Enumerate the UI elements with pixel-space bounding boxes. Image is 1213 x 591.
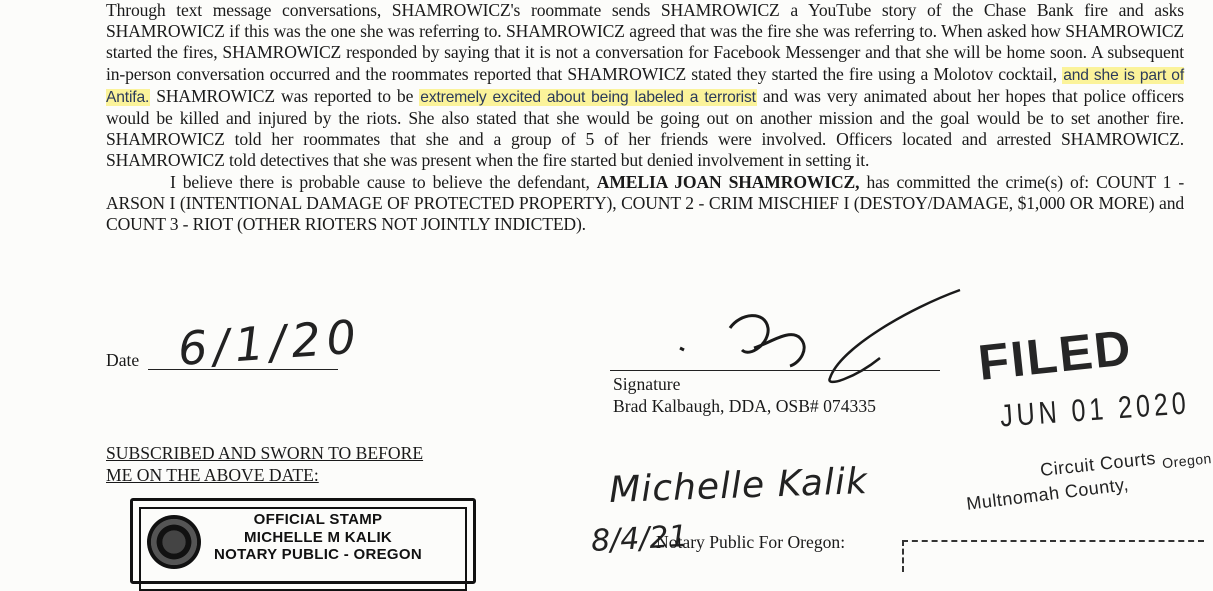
- probable-cause-text: [106, 0, 1184, 235]
- corner-stamp-outline: [902, 540, 1204, 572]
- highlighted-phrase-terrorist: extremely excited about being labeled a terrorist: [420, 88, 756, 106]
- paragraph-evidence: [106, 0, 1184, 172]
- notary-signature: Michelle Kalik: [608, 460, 869, 511]
- text-line: that police officers would be killed and injured by the riots. She also stated that she would be going out on another mission: [106, 85, 1184, 129]
- defendant-name: AMELIA JOAN SHAMROWICZ,: [596, 171, 860, 192]
- stamp-notary-name: MICHELLE M KALIK: [243, 529, 393, 546]
- text-line: I believe there is probable cause to believe the defendant,: [170, 171, 590, 192]
- prosecutor-signature: [670, 288, 970, 388]
- sworn-line-1: SUBSCRIBED AND SWORN TO BEFORE: [106, 443, 424, 463]
- signature-label: Signature: [613, 374, 681, 394]
- charge-line: crime(s) of: COUNT 1 - ARSON I (INTENTIONAL DAMAGE OF PROTECTED PROPERTY), COUNT 2 - CRIM: [106, 171, 1185, 213]
- official-notary-stamp: [130, 498, 476, 584]
- text-line: and the goal would be to set another fire. SHAMROWICZ told her roommates that she and a group of 5 of her friends were: [106, 108, 1185, 150]
- notary-date: 8/4/21: [590, 518, 689, 559]
- notary-label: Notary Public For Oregon:: [656, 532, 846, 552]
- text-line: has committed the: [866, 171, 999, 192]
- filed-stamp-court: [1039, 447, 1213, 481]
- text-line: was referring to. When asked how SHAMROWICZ started the fires, SHAMROWICZ responded by saying that it is not a: [106, 21, 1184, 63]
- text-line: Bank fire and asks SHAMROWICZ if this was the one she was referring to. SHAMROWICZ agreed that was the fire she: [106, 0, 1185, 42]
- court-state: Oregon: [1161, 450, 1213, 472]
- signer-name: Brad Kalbaugh, DDA, OSB# 074335: [613, 396, 876, 416]
- sworn-statement: [106, 442, 423, 486]
- highlighted-phrase-antifa: and she is part of Antifa.: [106, 66, 1185, 106]
- text-line: conversation for Facebook Messenger and that she will be home soon. A subsequent in-person conversation occurred and the: [106, 42, 1185, 84]
- text-line: roommates reported that SHAMROWICZ stated they started the fire using a Molotov cocktail,: [391, 63, 1057, 84]
- paragraph-charges: [106, 172, 1184, 236]
- filed-stamp-word: FILED: [975, 319, 1135, 391]
- stamp-title: OFFICIAL STAMP: [253, 511, 383, 528]
- filed-stamp-date: JUN 01 2020: [998, 385, 1191, 434]
- stamp-notary-state: NOTARY PUBLIC - OREGON: [214, 546, 422, 563]
- sworn-line-2: ME ON THE ABOVE DATE:: [106, 465, 319, 485]
- date-label: Date: [106, 350, 140, 370]
- filed-stamp-county: Multnomah County,: [965, 474, 1130, 514]
- text-line: started but denied involvement in setting it.: [570, 150, 870, 171]
- text-line: Through text message conversations, SHAMROWICZ's roommate sends SHAMROWICZ a YouTube story of the Chase: [106, 0, 1027, 20]
- handwritten-date: 6/1/20: [176, 309, 364, 376]
- charge-line: INDICTED).: [494, 214, 586, 235]
- text-line: SHAMROWICZ was reported to be: [156, 85, 414, 106]
- text-line: involved. Officers located and arrested SHAMROWICZ. SHAMROWICZ told detectives that she was present when the fire: [106, 129, 1184, 171]
- court-name: Circuit Courts: [1039, 447, 1157, 481]
- signature-underline: [610, 370, 940, 371]
- charge-line: MISCHIEF I (DESTOY/DAMAGE, $1,000 OR MORE) and COUNT 3 - RIOT (OTHER RIOTERS NOT JOINTLY: [106, 192, 1184, 235]
- text-line: and was very animated about her hopes: [762, 85, 1046, 106]
